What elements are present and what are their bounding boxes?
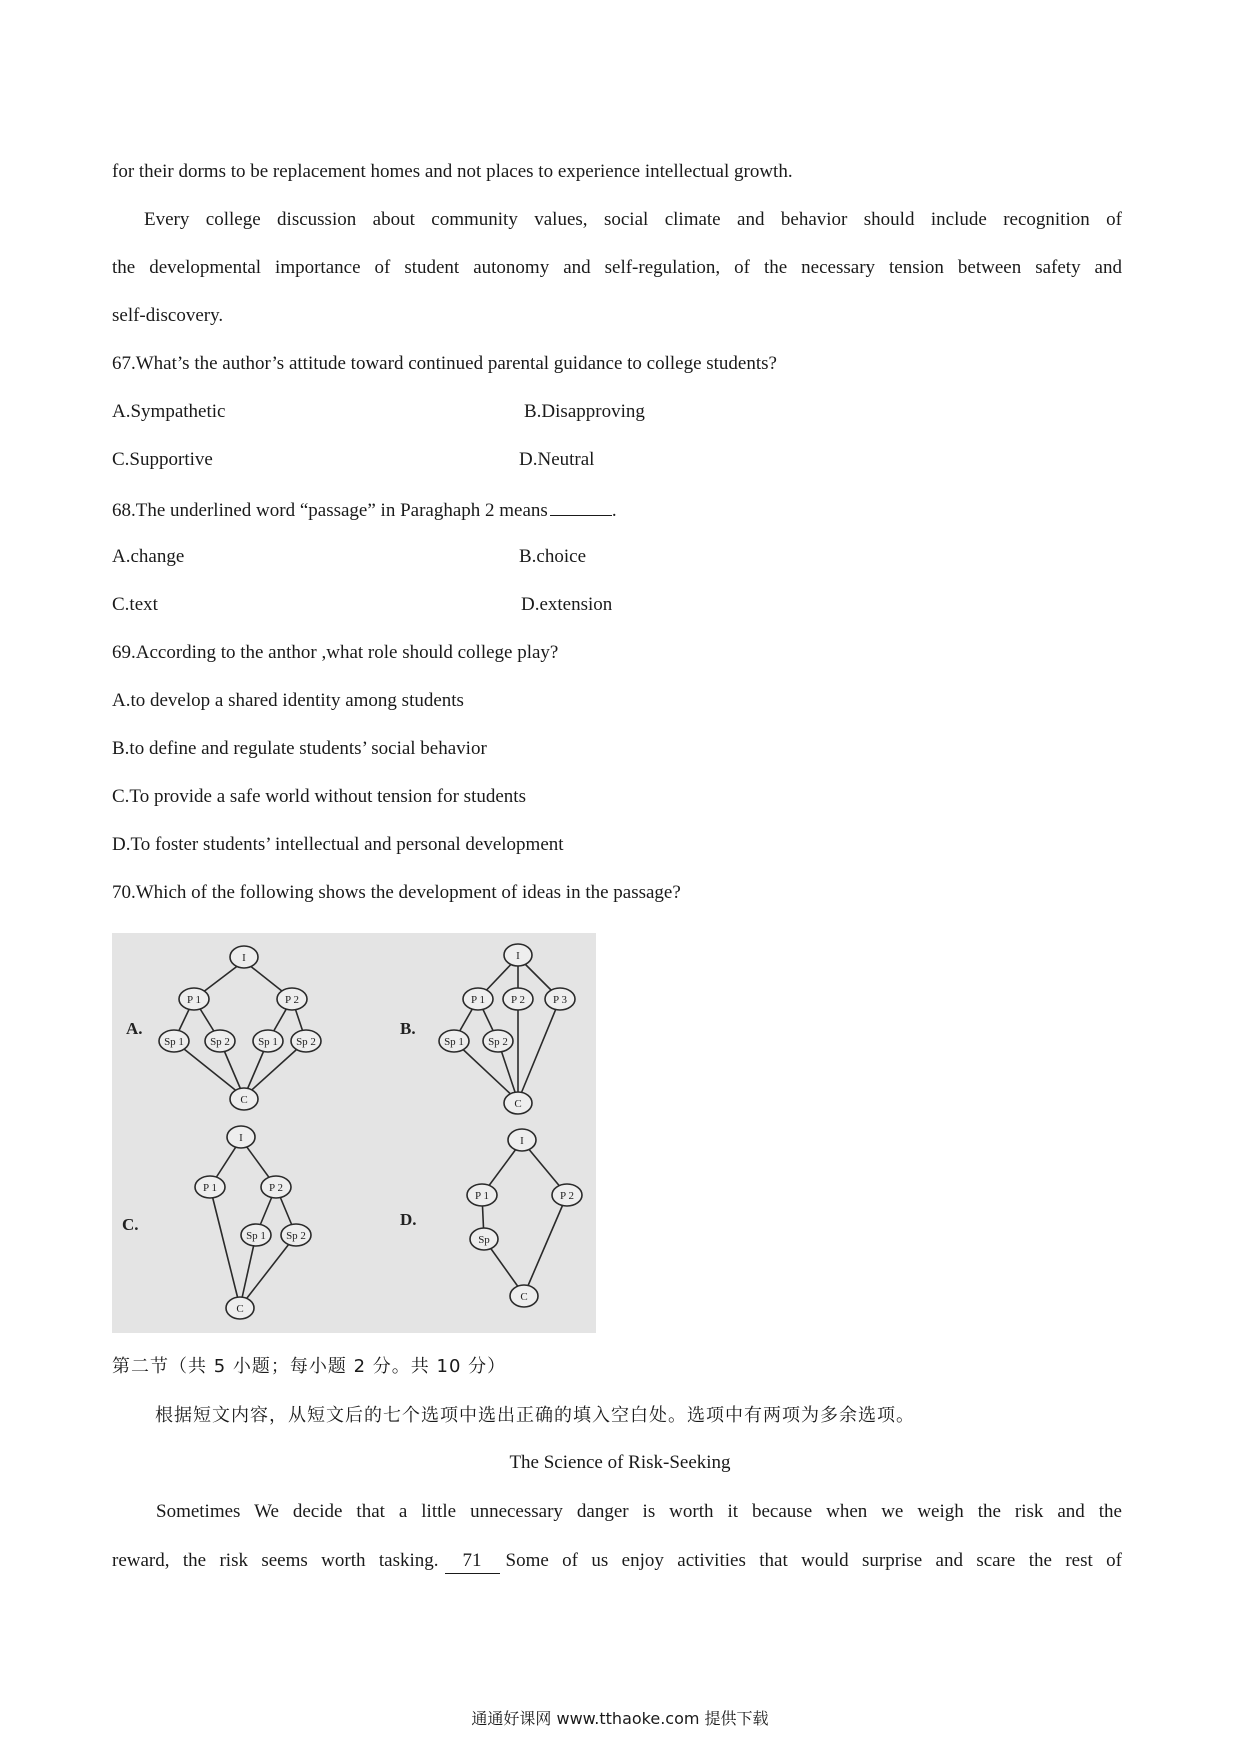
paragraph-line: self-discovery. [112,305,224,326]
passage-title: The Science of Risk-Seeking [509,1452,731,1473]
node-label: P 3 [553,994,567,1006]
option-69d: D.To foster students’ intellectual and personal development [112,834,564,855]
node-label: C [514,1098,522,1110]
paragraph-line: Sometimes We decide that a little unnecessary danger is worth it because when we weigh the risk and the [156,1501,1122,1522]
node-label: C [240,1094,248,1106]
node-label: I [520,1135,524,1147]
question-stem-67: 67.What’s the author’s attitude toward continued parental guidance to college students? [112,353,777,374]
option-label-c: C. [122,1215,139,1234]
option-label-b: B. [400,1019,416,1038]
option-67b: B.Disapproving [524,401,645,422]
question-stem-68-end: . [611,500,617,521]
node-label: Sp 2 [296,1036,316,1048]
structure-diagram-image [112,933,596,1333]
node-label: P 2 [560,1190,574,1202]
node-label: Sp 1 [444,1036,464,1048]
option-69c: C.To provide a safe world without tension for students [112,786,526,807]
node-label: C [520,1291,528,1303]
node-label: I [239,1132,243,1144]
node-label: Sp 1 [258,1036,278,1048]
node-label: Sp 2 [286,1230,306,1242]
node-label: P 2 [511,994,525,1006]
option-68b: B.choice [519,546,587,567]
option-68c: C.text [112,594,158,615]
node-label: P 1 [471,994,485,1006]
answer-blank [550,497,612,516]
page-footer: 通通好课网 www.tthaoke.com 提供下载 [471,1709,769,1728]
question-stem-69: 69.According to the anthor ,what role should college play? [112,642,559,663]
node-label: P 2 [285,994,299,1006]
node-label: C [236,1303,244,1315]
option-69a: A.to develop a shared identity among students [112,690,464,711]
option-68a: A.change [112,546,185,567]
paragraph-line [112,1549,1122,1574]
option-label-a: A. [126,1019,143,1038]
node-label: I [516,950,520,962]
node-label: P 1 [203,1182,217,1194]
option-69b: B.to define and regulate students’ social behavior [112,738,487,759]
option-67c: C.Supportive [112,449,213,470]
question-stem-68-text: 68.The underlined word “passage” in Paraghaph 2 means [112,500,548,521]
node-label: Sp 2 [488,1036,508,1048]
node-label: I [242,952,246,964]
structure-diagrams [112,933,596,1333]
blank-71: 71 [445,1549,500,1574]
paragraph-line: the developmental importance of student autonomy and self-regulation, of the necessary tension between safety and [112,257,1122,278]
paragraph-line: for their dorms to be replacement homes and not places to experience intellectual growth. [112,161,793,182]
paragraph-line: Every college discussion about community values, social climate and behavior should include recognition of [144,209,1122,230]
paragraph-line-end: Some of us enjoy activities that would surprise and scare the rest of [505,1550,1122,1571]
node-label: Sp [478,1234,490,1246]
node-label: P 1 [475,1190,489,1202]
option-68d: D.extension [521,594,613,615]
node-label: Sp 1 [164,1036,184,1048]
option-67a: A.Sympathetic [112,401,226,422]
node-label: Sp 1 [246,1230,266,1242]
node-label: P 2 [269,1182,283,1194]
node-label: Sp 2 [210,1036,230,1048]
question-stem-70: 70.Which of the following shows the development of ideas in the passage? [112,882,681,903]
section-heading: 第二节（共 5 小题；每小题 2 分。共 10 分） [112,1356,507,1377]
question-stem-68 [112,497,617,523]
section-instruction: 根据短文内容，从短文后的七个选项中选出正确的填入空白处。选项中有两项为多余选项。 [155,1405,915,1426]
paragraph-line-start: reward, the risk seems worth tasking. [112,1550,439,1571]
option-label-d: D. [400,1210,417,1229]
option-67d: D.Neutral [519,449,595,470]
node-label: P 1 [187,994,201,1006]
